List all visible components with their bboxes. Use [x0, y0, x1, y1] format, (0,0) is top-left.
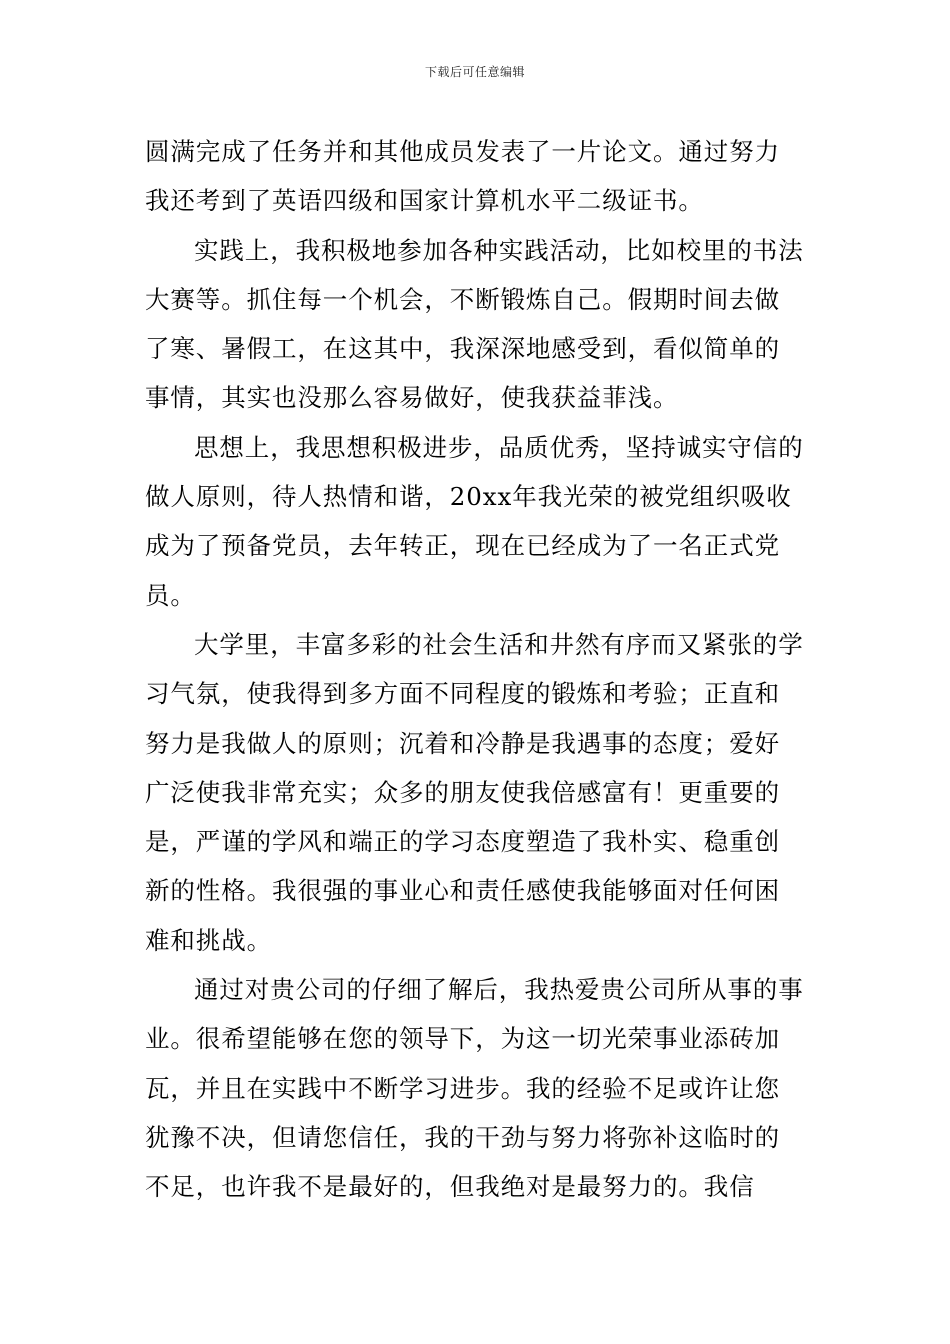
- document-body: [145, 127, 805, 1212]
- paragraph-1: 圆满完成了任务并和其他成员发表了一片论文。通过努力我还考到了英语四级和国家计算机水平二级证书。: [145, 137, 780, 216]
- page-header: 下载后可任意编辑: [424, 65, 525, 79]
- paragraph-5: 通过对贵公司的仔细了解后，我热爱贵公司所从事的事业。很希望能够在您的领导下，为这一切光荣事业添砖加瓦，并且在实践中不断学习进步。我的经验不足或许让您犹豫不决，但请您信任，我的干劲与努力将弥补这临时的不足，也许我不是最好的，但我绝对是最努力的。我信: [145, 975, 804, 1202]
- paragraph-4: 大学里，丰富多彩的社会生活和井然有序而又紧张的学习气氛，使我得到多方面不同程度的锻炼和考验；正直和努力是我做人的原则；沉着和冷静是我遇事的态度；爱好广泛使我非常充实；众多的朋友使我倍感富有！更重要的是，严谨的学风和端正的学习态度塑造了我朴实、稳重创新的性格。我很强的事业心和责任感使我能够面对任何困难和挑战。: [145, 629, 804, 955]
- paragraph-2: 实践上，我积极地参加各种实践活动，比如校里的书法大赛等。抓住每一个机会，不断锻炼自己。假期时间去做了寒、暑假工，在这其中，我深深地感受到，看似简单的事情，其实也没那么容易做好，使我获益菲浅。: [145, 235, 804, 413]
- paragraph-3: 思想上，我思想积极进步，品质优秀，坚持诚实守信的做人原则，待人热情和谐，20xx年我光荣的被党组织吸收成为了预备党员，去年转正，现在已经成为了一名正式党员。: [145, 432, 804, 610]
